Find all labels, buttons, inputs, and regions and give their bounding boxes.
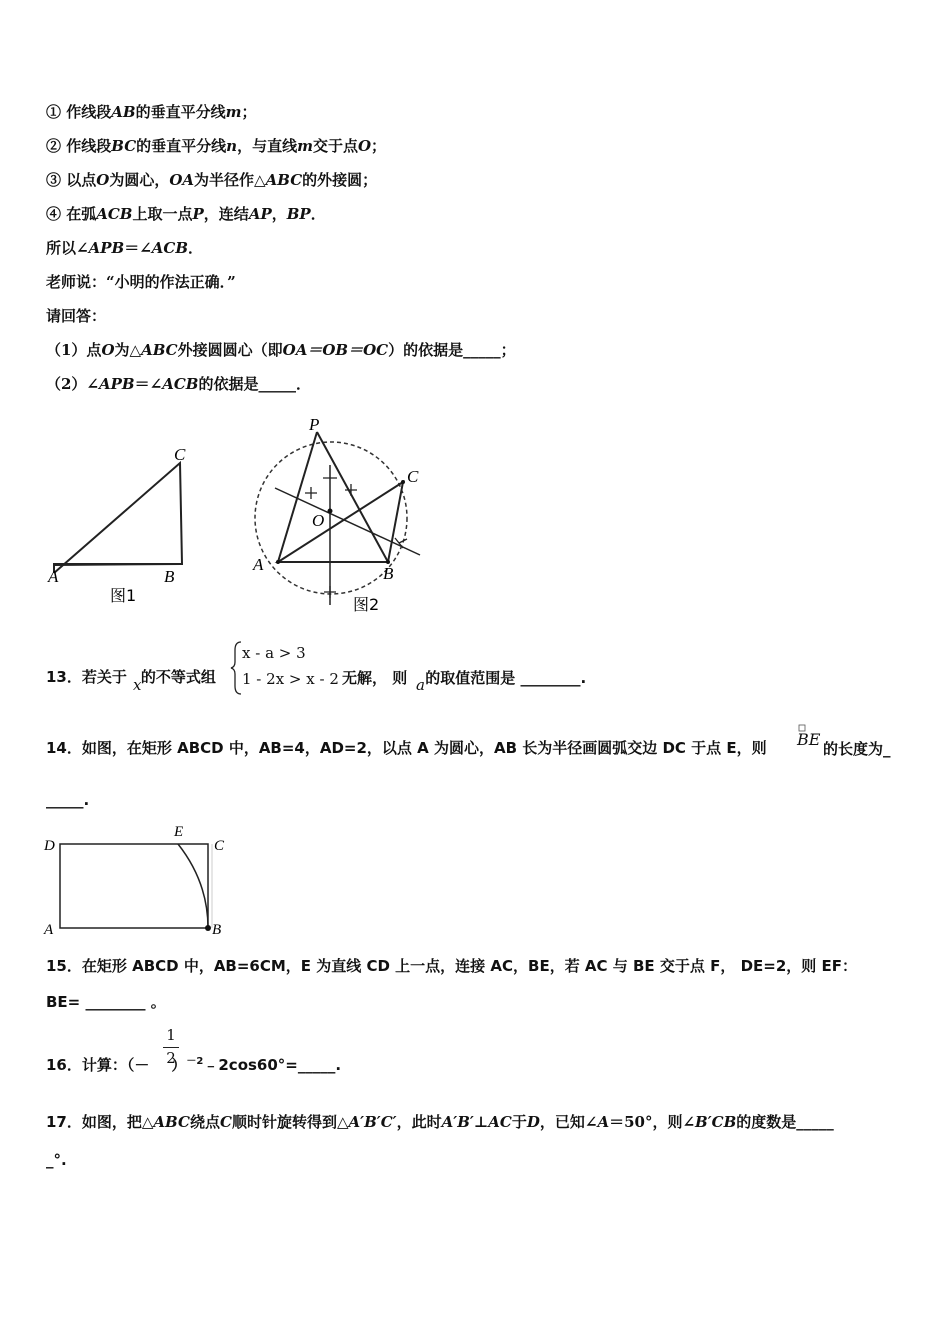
step-2: ② 作线段BC的垂直平分线n，与直线m交于点O；: [46, 137, 387, 155]
sub-question-1: （1）点O为△ABC外接圆圆心（即OA＝OB＝OC）的依据是_____；: [46, 341, 516, 359]
q16-fraction: [163, 1026, 179, 1067]
label-c: C: [214, 838, 225, 854]
label-d: D: [44, 838, 55, 854]
sub-question-2: （2）∠APB＝∠ACB的依据是_____．: [46, 375, 311, 393]
label-b: B: [212, 922, 222, 938]
figure-3: [40, 820, 240, 945]
label-p: P: [309, 415, 320, 434]
q13-var-a: a: [416, 676, 425, 694]
please-answer: 请回答：: [46, 307, 107, 325]
q13-inequality-2: 1 - 2x > x - 2: [242, 670, 339, 688]
label-o: O: [312, 511, 325, 530]
label-c: C: [174, 445, 186, 464]
q13-inequality-1: x - a > 3: [242, 644, 306, 662]
step-1: ① 作线段AB的垂直平分线m；: [46, 103, 257, 121]
figure-2: [245, 410, 445, 620]
label-b: B: [383, 564, 394, 583]
label-c: C: [407, 467, 419, 486]
figure-1-caption: 图1: [110, 586, 137, 605]
point-o: [328, 509, 333, 514]
question-16: 16．计算：（－ ）$^{-2}$﹣2cos60°=_____.: [46, 1056, 342, 1074]
segment-ab: [54, 564, 181, 565]
q13-brace: [229, 640, 243, 696]
rectangle-abcd: [60, 844, 208, 928]
question-13: 13．若关于 的不等式组: [46, 668, 216, 686]
question-17-line-2: _°.: [46, 1151, 67, 1169]
arc-symbol: [797, 724, 821, 732]
figure-2-caption: 图2: [353, 595, 380, 614]
triangle-abc: [278, 482, 403, 562]
q14-tail: 的长度为_: [823, 740, 891, 758]
perpendicular-bisector-n: [275, 488, 420, 555]
segment-bp: [317, 432, 388, 562]
point-a: [276, 560, 280, 564]
label-a: A: [44, 922, 54, 938]
q14-arc-be: BE: [797, 730, 820, 749]
q13-tail: 无解， 则 的取值范围是 ________.: [342, 669, 587, 687]
label-a: A: [253, 555, 264, 574]
fraction-bar: [163, 1047, 179, 1048]
question-14-line-2: _____.: [46, 791, 90, 809]
question-15-line-2: BE= ________ 。: [46, 993, 166, 1011]
label-b: B: [164, 567, 175, 586]
point-b: [205, 925, 211, 931]
step-3: ③ 以点O为圆心，OA为半径作△ABC的外接圆；: [46, 171, 378, 189]
question-17: 17．如图，把△ABC绕点C顺时针旋转得到△A′B′C′，此时A′B′⊥AC于D，已知∠A＝50°，则∠B′CB的度数是_____: [46, 1113, 834, 1131]
triangle-abc: [54, 463, 182, 573]
q16-denominator: 2: [166, 1049, 176, 1067]
point-c: [401, 480, 405, 484]
question-14: 14．如图，在矩形 ABCD 中，AB=4，AD=2，以点 A 为圆心，AB 长为半径画圆弧交边 DC 于点 E，则: [46, 739, 767, 757]
label-a: A: [48, 567, 59, 586]
teacher-remark: 老师说：“小明的作法正确．”: [46, 273, 236, 291]
figure-1: [40, 440, 220, 610]
q16-numerator: 1: [166, 1026, 176, 1044]
step-4: ④ 在弧ACB上取一点P，连结AP，BP．: [46, 205, 326, 223]
q13-var-x: x: [133, 676, 142, 694]
question-15: 15．在矩形 ABCD 中，AB=6CM，E 为直线 CD 上一点，连接 AC，BE，若 AC 与 BE 交于点 F， DE=2，则 EF：: [46, 957, 857, 975]
arc-be: [178, 844, 208, 928]
conclusion: 所以∠APB＝∠ACB．: [46, 239, 204, 257]
label-e: E: [174, 824, 184, 840]
